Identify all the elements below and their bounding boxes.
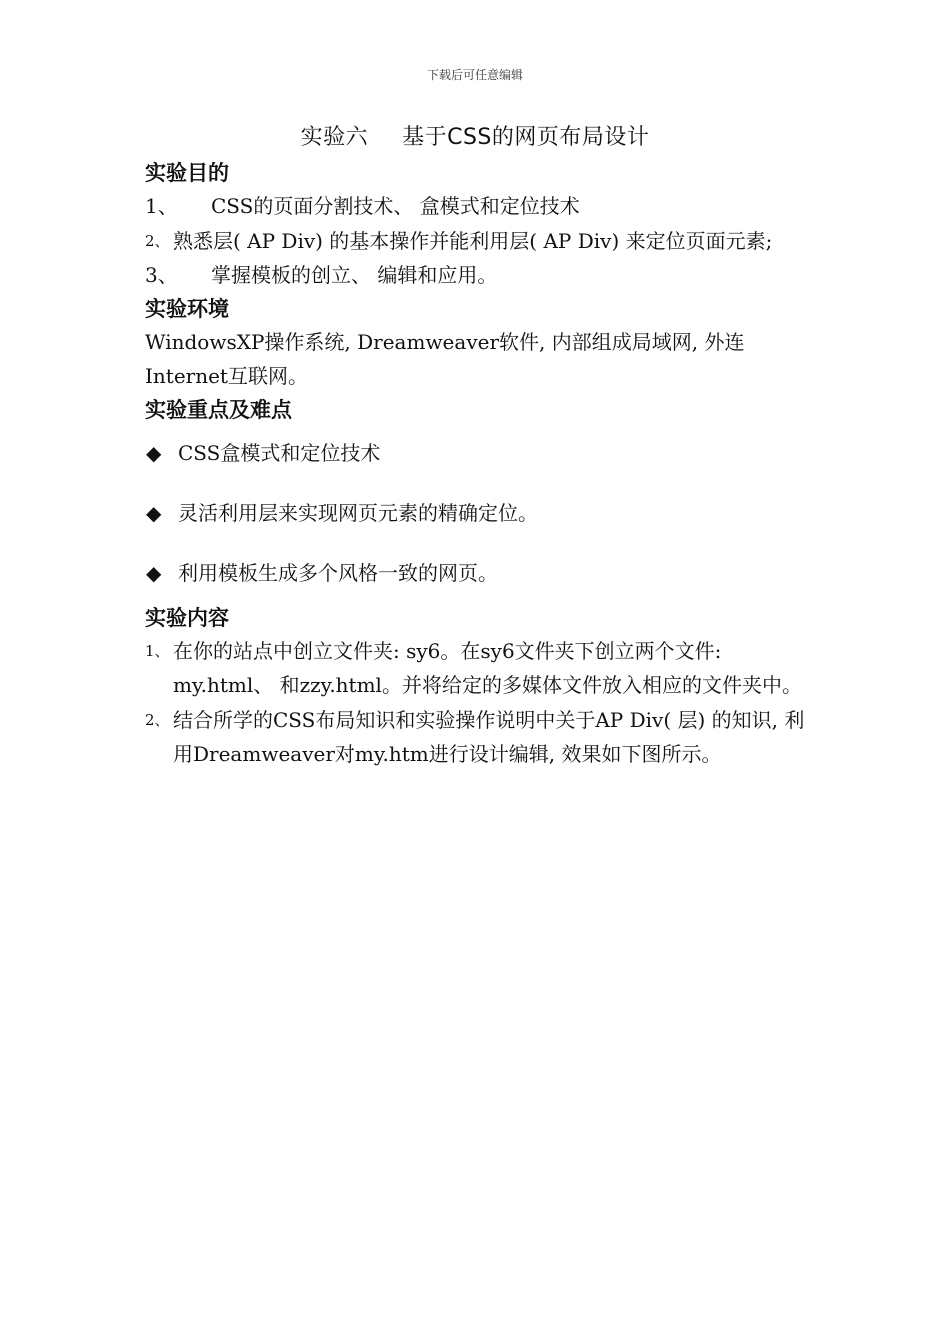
key-points-list (145, 438, 810, 588)
key-point-item-2 (145, 498, 810, 528)
key-point-item-1 (145, 438, 810, 468)
heading-purpose: 实验目的 (145, 161, 229, 185)
title-part2: 基于CSS的网页布局设计 (402, 125, 650, 150)
content-item-2-number: 2、 (145, 710, 170, 729)
key-point-text-2: 灵活利用层来实现网页元素的精确定位。 (178, 500, 538, 525)
document-body (145, 157, 810, 772)
purpose-item-3 (145, 258, 810, 293)
purpose-item-1-number: 1、 (145, 194, 178, 218)
content-item-2 (145, 703, 810, 772)
content-item-1-text: 在你的站点中创立文件夹: sy6。在sy6文件夹下创立两个文件: my.html、 和zzy.html。并将给定的多媒体文件放入相应的文件夹中。 (173, 638, 802, 697)
purpose-item-1-text: CSS的页面分割技术、 盒模式和定位技术 (211, 194, 580, 218)
environment-text: WindowsXP操作系统, Dreamweaver软件, 内部组成局域网, 外连Internet互联网。 (145, 329, 745, 388)
purpose-item-2 (145, 224, 810, 259)
title-part1: 实验六 (300, 125, 369, 150)
content-item-1 (145, 634, 810, 703)
key-point-item-3 (145, 558, 810, 588)
purpose-item-2-number: 2、 (145, 231, 170, 250)
purpose-item-3-text: 掌握模板的创立、 编辑和应用。 (211, 263, 498, 287)
header-note: 下载后可任意编辑 (426, 68, 523, 82)
diamond-bullet-icon: ◆ (146, 440, 162, 465)
content-item-2-text: 结合所学的CSS布局知识和实验操作说明中关于AP Div( 层) 的知识, 利用Dreamweaver对my.htm进行设计编辑, 效果如下图所示。 (173, 707, 805, 766)
diamond-bullet-icon: ◆ (146, 500, 162, 525)
purpose-item-3-number: 3、 (145, 263, 178, 287)
heading-key-points: 实验重点及难点 (145, 397, 292, 422)
page-title (0, 120, 950, 151)
heading-environment: 实验环境 (145, 296, 229, 321)
content-item-1-number: 1、 (145, 641, 170, 660)
key-point-text-1: CSS盒模式和定位技术 (178, 440, 381, 465)
key-point-text-3: 利用模板生成多个风格一致的网页。 (178, 560, 498, 585)
purpose-item-1 (145, 189, 810, 224)
heading-content: 实验内容 (145, 605, 229, 630)
purpose-item-2-text: 熟悉层( AP Div) 的基本操作并能利用层( AP Div) 来定位页面元素; (173, 228, 773, 253)
diamond-bullet-icon: ◆ (146, 560, 162, 585)
